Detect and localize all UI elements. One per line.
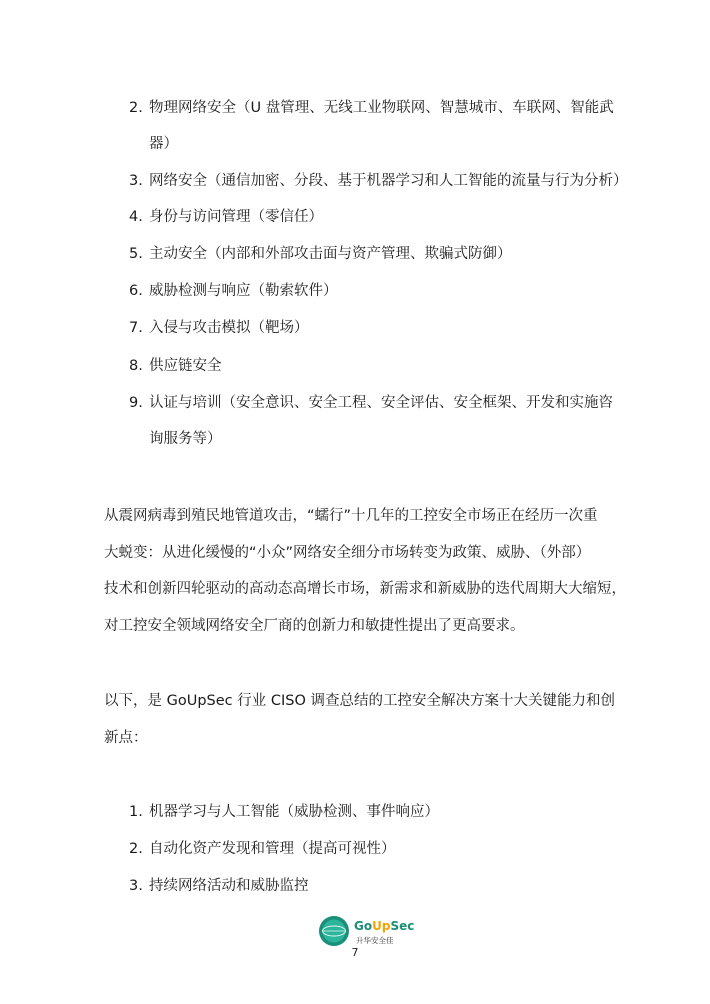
list-number: 5.	[129, 246, 143, 262]
paragraph-line: 新点：	[104, 729, 148, 746]
list-text-cont: 器）	[149, 136, 178, 152]
paragraph-line: 对工控安全领域网络安全厂商的创新力和敏捷性提出了更高要求。	[104, 617, 525, 634]
list-text-cont: 询服务等）	[149, 431, 222, 447]
brand-tagline: 升华安全佳	[356, 936, 394, 945]
list-text: 认证与培训（安全意识、安全工程、安全评估、安全框架、开发和实施咨	[149, 395, 613, 411]
paragraph-line: 从震网病毒到殖民地管道攻击，“蠕行”十几年的工控安全市场正在经历一次重	[104, 508, 598, 524]
paragraph-line: 技术和创新四轮驱动的高动态高增长市场，新需求和新威胁的迭代周期大大缩短，	[104, 581, 626, 597]
paragraph-market	[104, 498, 624, 644]
brand-text: GoUpSec	[354, 919, 415, 933]
list-text: 持续网络活动和威胁监控	[149, 878, 309, 894]
list-number: 1.	[129, 804, 143, 820]
list-text: 机器学习与人工智能（威胁检测、事件响应）	[149, 804, 439, 820]
list-text: 威胁检测与响应（勒索软件）	[149, 283, 338, 299]
list-text: 主动安全（内部和外部攻击面与资产管理、欺骗式防御）	[149, 246, 512, 262]
paragraph-intro	[104, 683, 624, 756]
list-number: 2.	[129, 100, 143, 116]
list-text: 物理网络安全（U 盘管理、无线工业物联网、智慧城市、车联网、智能武	[149, 100, 614, 116]
page-number: 7	[351, 946, 359, 959]
paragraph-line: 大蜕变：从进化缓慢的“小众”网络安全细分市场转变为政策、威胁、（外部）	[104, 544, 591, 561]
list-text: 网络安全（通信加密、分段、基于机器学习和人工智能的流量与行为分析）	[149, 173, 628, 189]
list-text: 入侵与攻击模拟（靶场）	[149, 320, 309, 336]
list-number: 3.	[129, 173, 143, 189]
list-text: 身份与访问管理（零信任）	[149, 209, 323, 225]
list-number: 7.	[129, 320, 143, 336]
list-text: 自动化资产发现和管理（提高可视性）	[149, 841, 396, 857]
paragraph-line: 以下，是 GoUpSec 行业 CISO 调查总结的工控安全解决方案十大关键能力和创	[104, 693, 615, 709]
list-number: 6.	[129, 283, 143, 299]
list-text: 供应链安全	[149, 358, 222, 374]
list-number: 3.	[129, 878, 143, 894]
list-number: 9.	[129, 395, 143, 411]
list-number: 4.	[129, 209, 143, 225]
goupsec-logo	[318, 914, 415, 948]
goupsec-logo-icon	[318, 914, 415, 948]
list-number: 2.	[129, 841, 143, 857]
list-number: 8.	[129, 358, 143, 374]
